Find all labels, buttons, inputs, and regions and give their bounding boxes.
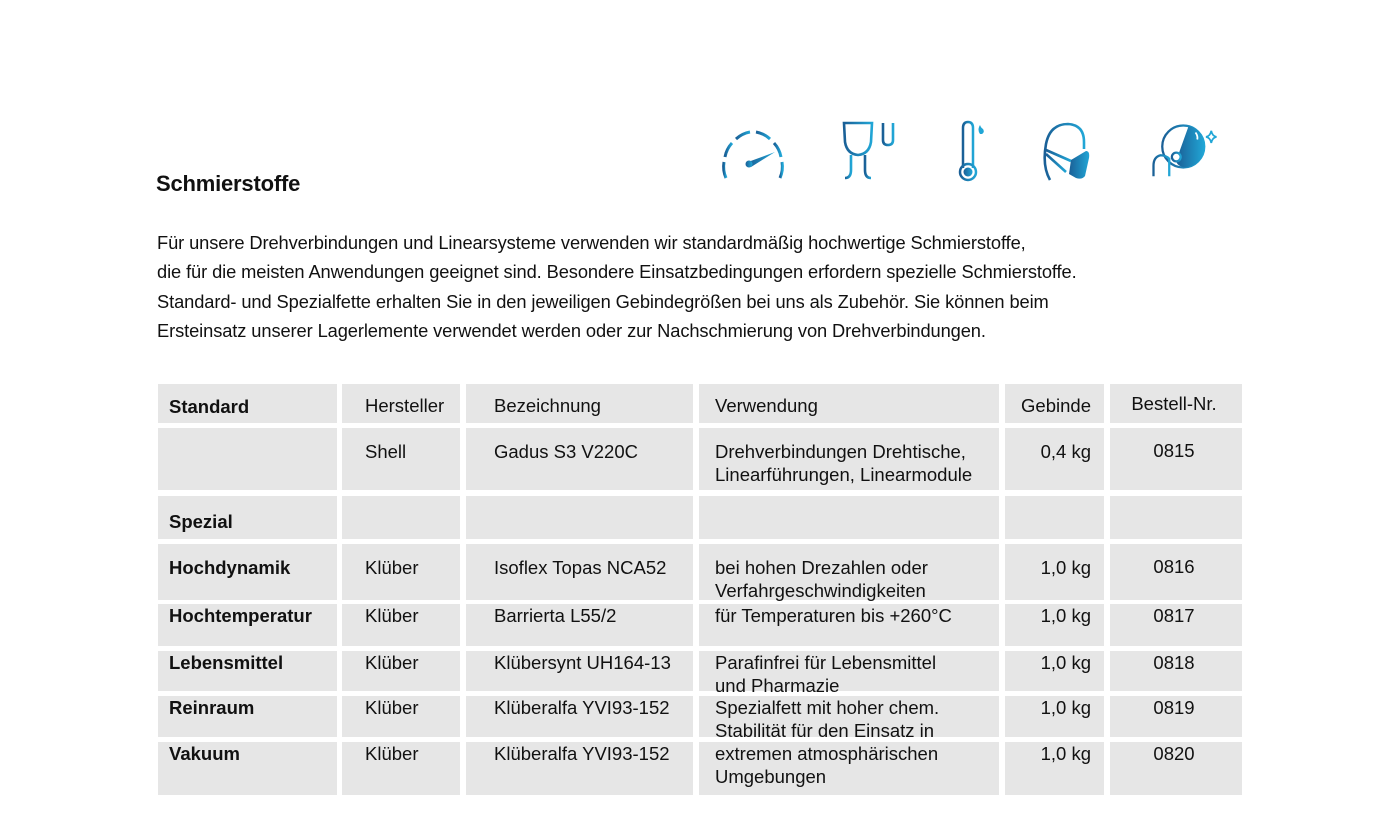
header-gebinde: Gebinde [1005, 384, 1104, 423]
empty-cell [1005, 496, 1104, 539]
verwendung-line: Spezialfett mit hoher chem. [715, 697, 940, 718]
empty-cell [1110, 496, 1242, 539]
row-category: Vakuum [158, 742, 337, 795]
row-verwendung [699, 742, 999, 795]
empty-cell [466, 496, 693, 539]
speedometer-icon [718, 118, 788, 182]
row-bestell-nr: 0819 [1110, 696, 1242, 737]
empty-cell [342, 496, 460, 539]
header-standard: Standard [158, 384, 337, 423]
verwendung-line: Drehverbindungen Drehtische, [715, 441, 966, 462]
face-mask-icon [1038, 118, 1108, 182]
row-gebinde: 1,0 kg [1005, 742, 1104, 795]
row-category: Hochdynamik [158, 544, 337, 600]
row-verwendung [699, 428, 999, 490]
verwendung-line: und Pharmazie [715, 675, 840, 696]
verwendung-line: Umgebungen [715, 766, 827, 787]
row-hersteller: Klüber [342, 604, 460, 646]
row-gebinde: 0,4 kg [1005, 428, 1104, 490]
header-bezeichnung: Bezeichnung [466, 384, 693, 423]
row-bezeichnung: Gadus S3 V220C [466, 428, 693, 490]
header-verwendung: Verwendung [699, 384, 999, 423]
row-bezeichnung: Klüberalfa YVI93-152 [466, 696, 693, 737]
thermometer-icon [935, 118, 1005, 182]
verwendung-line: Stabilität für den Einsatz in [715, 720, 935, 741]
verwendung-line: Linearführungen, Linearmodule [715, 464, 973, 485]
row-hersteller: Klüber [342, 742, 460, 795]
row-hersteller: Klüber [342, 651, 460, 691]
row-bestell-nr: 0816 [1110, 544, 1242, 600]
verwendung-line: extremen atmosphärischen [715, 743, 939, 764]
row-gebinde: 1,0 kg [1005, 696, 1104, 737]
intro-line: Für unsere Drehverbindungen und Linearsysteme verwenden wir standardmäßig hochwertige Schmierstoffe, [157, 232, 1026, 253]
row-gebinde: 1,0 kg [1005, 544, 1104, 600]
row-bestell-nr: 0818 [1110, 651, 1242, 691]
intro-line: Ersteinsatz unserer Lagerlemente verwendet werden oder zur Nachschmierung von Drehverbindungen. [157, 319, 986, 341]
row-hersteller: Klüber [342, 696, 460, 737]
row-hersteller: Shell [342, 428, 460, 490]
empty-cell [699, 496, 999, 539]
row-category: Reinraum [158, 696, 337, 737]
verwendung-line: Parafinfrei für Lebensmittel [715, 652, 937, 673]
group-label-spezial: Spezial [158, 496, 337, 539]
row-gebinde: 1,0 kg [1005, 651, 1104, 691]
row-bezeichnung: Klübersynt UH164-13 [466, 651, 693, 691]
row-verwendung [699, 544, 999, 600]
row-bestell-nr: 0815 [1110, 428, 1242, 490]
header-bestell-nr: Bestell-Nr. [1110, 384, 1242, 423]
row-verwendung [699, 651, 999, 696]
food-safe-glass-fork-icon [838, 118, 908, 182]
row-category: Hochtemperatur [158, 604, 337, 646]
row-verwendung [699, 696, 999, 741]
row-bezeichnung: Klüberalfa YVI93-152 [466, 742, 693, 795]
row-verwendung [699, 604, 999, 646]
intro-paragraph [157, 228, 1257, 345]
intro-line: die für die meisten Anwendungen geeignet sind. Besondere Einsatzbedingungen erfordern spezielle Schmierstoffe. [157, 261, 1077, 283]
row-bestell-nr: 0820 [1110, 742, 1242, 795]
row-bezeichnung: Barrierta L55/2 [466, 604, 693, 646]
row-category [158, 428, 337, 490]
row-hersteller: Klüber [342, 544, 460, 600]
verwendung-line: Verfahrgeschwindigkeiten [715, 580, 926, 601]
intro-line: Standard- und Spezialfette erhalten Sie in den jeweiligen Gebindegrößen bei uns als Zubehör. Sie können beim [157, 290, 1049, 312]
header-hersteller: Hersteller [342, 384, 460, 423]
row-bestell-nr: 0817 [1110, 604, 1242, 646]
verwendung-line: für Temperaturen bis +260°C [715, 605, 952, 626]
page-title: Schmierstoffe [156, 170, 301, 196]
row-bezeichnung: Isoflex Topas NCA52 [466, 544, 693, 600]
row-gebinde: 1,0 kg [1005, 604, 1104, 646]
verwendung-line: bei hohen Drezahlen oder [715, 557, 928, 578]
astronaut-helmet-icon [1150, 118, 1220, 182]
row-category: Lebensmittel [158, 651, 337, 691]
